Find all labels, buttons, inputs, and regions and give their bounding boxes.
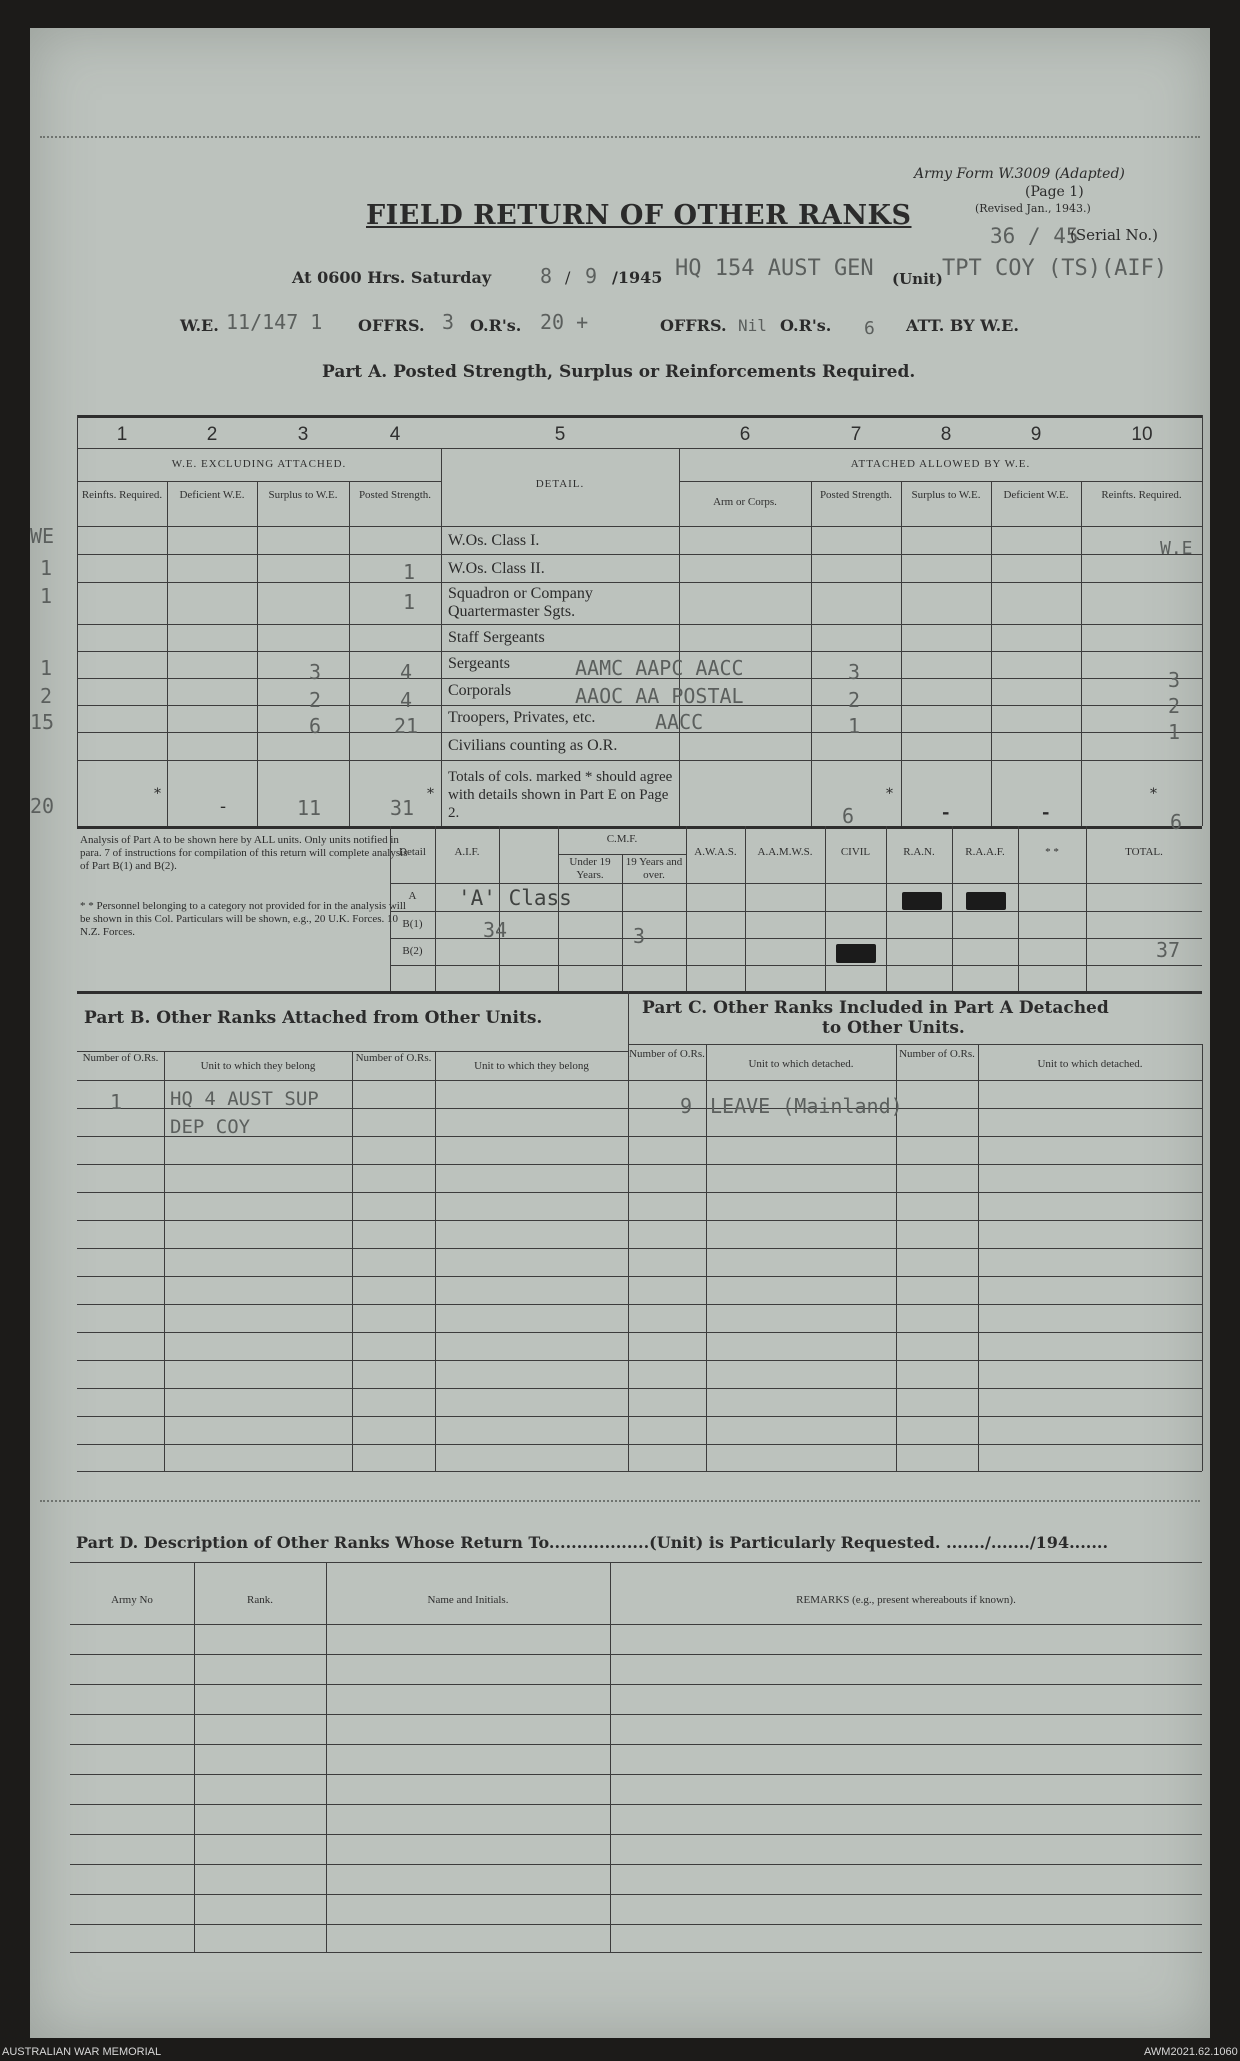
posted-strength-header: Posted Strength. xyxy=(358,489,432,501)
detail-wos-class-2: W.Os. Class II. xyxy=(448,560,545,577)
perforation-middle xyxy=(40,1500,1200,1502)
analysis-aif-header: A.I.F. xyxy=(454,846,480,858)
arm-corps-troopers: AACC xyxy=(655,710,704,734)
col-number-2: 2 xyxy=(206,424,218,445)
redaction-raaf xyxy=(966,892,1006,910)
date-month: 9 xyxy=(585,264,598,288)
col-number-7: 7 xyxy=(850,424,862,445)
totals-att-posted: 6 xyxy=(842,804,855,828)
totals-att-deficient: - xyxy=(1042,802,1050,823)
part-c-entry-unit: LEAVE (Mainland) xyxy=(710,1094,903,1118)
part-d-army-no-header: Army No xyxy=(111,1594,153,1606)
margin-we-left: WE xyxy=(30,524,55,548)
margin-row-2: 1 xyxy=(40,556,53,580)
part-c-title-line1: Part C. Other Ranks Included in Part A Detached xyxy=(642,998,1109,1018)
attached-allowed-header: ATTACHED ALLOWED BY W.E. xyxy=(850,458,1031,470)
analysis-aamws-header: A.A.M.W.S. xyxy=(757,846,813,858)
part-c-title-line2: to Other Units. xyxy=(822,1018,965,1038)
we-value: 11/147 1 xyxy=(226,310,323,334)
analysis-under19-header: Under 19 Years. xyxy=(569,856,611,881)
date-day: 8 xyxy=(540,264,553,288)
footer-accession: AWM2021.62.1060 xyxy=(1144,2046,1238,2058)
att-by-we-label: ATT. BY W.E. xyxy=(906,316,1019,335)
redaction-ran xyxy=(902,892,942,910)
date-separator-1: / xyxy=(565,268,571,287)
analysis-note-2: * * Personnel belonging to a category not provided for in the analysis will be shown in this Col. Particulars will be shown, e.g., 20 U.K. Forces. 10 N.Z. Forces. xyxy=(80,900,406,938)
totals-c7-star: * xyxy=(886,786,893,802)
part-b-entry-unit-line1: HQ 4 AUST SUP xyxy=(170,1088,319,1110)
part-c-num-header-2: Number of O.Rs. xyxy=(899,1048,975,1060)
part-a-title: Part A. Posted Strength, Surplus or Reinforcements Required. xyxy=(322,362,916,382)
deficient-we-header: Deficient W.E. xyxy=(179,489,245,501)
detail-corporals: Corporals xyxy=(448,682,512,699)
serial-number-value: 36 / 45 xyxy=(990,224,1079,248)
analysis-note-1: Analysis of Part A to be shown here by ALL units. Only units notified in para. 7 of instructions for compilation of this return will complete analysis of Part B(1) and B(2). xyxy=(80,834,408,872)
redaction-civil xyxy=(836,944,876,963)
margin-row-corporals: 2 xyxy=(40,684,53,708)
analysis-awas-header: A.W.A.S. xyxy=(694,846,737,858)
perforation-top xyxy=(40,136,1200,138)
detail-troopers-privates: Troopers, Privates, etc. xyxy=(448,709,596,726)
detail-totals: Totals of cols. marked * should agree with details shown in Part E on Page 2. xyxy=(448,769,673,821)
analysis-row-b2: B(2) xyxy=(402,945,423,957)
margin-right-corporals: 2 xyxy=(1168,694,1181,718)
serial-number-label: (Serial No.) xyxy=(1070,226,1158,244)
col-number-1: 1 xyxy=(116,424,128,445)
part-a-top-rule xyxy=(77,415,1202,418)
arm-corps-corporals: AAOC AA POSTAL xyxy=(575,684,744,708)
unit-name-part1: HQ 154 AUST GEN xyxy=(675,256,874,281)
margin-row-sergeants: 1 xyxy=(40,656,53,680)
col-number-5: 5 xyxy=(554,424,566,445)
offrs-label: OFFRS. xyxy=(358,316,425,335)
unit-name-part2: TPT COY (TS)(AIF) xyxy=(942,256,1168,281)
posted-sergeants: 4 xyxy=(400,660,413,684)
att-surplus-header: Surplus to W.E. xyxy=(911,489,981,501)
arm-corps-sergeants: AAMC AAPC AACC xyxy=(575,656,744,680)
margin-row-3: 1 xyxy=(40,584,53,608)
offrs-value: 3 xyxy=(442,310,455,334)
part-b-entry-unit-line2: DEP COY xyxy=(170,1116,251,1138)
part-b-title: Part B. Other Ranks Attached from Other Units. xyxy=(84,1008,543,1028)
form-page: (Page 1) xyxy=(1025,184,1084,200)
we-excluding-attached-header: W.E. EXCLUDING ATTACHED. xyxy=(171,458,347,470)
surplus-troopers: 6 xyxy=(309,714,322,738)
detail-staff-sergeants: Staff Sergeants xyxy=(448,629,545,646)
totals-deficient: - xyxy=(220,796,227,817)
part-d-rank-header: Rank. xyxy=(247,1594,273,1606)
part-c-num-header-1: Number of O.Rs. xyxy=(629,1048,705,1060)
analysis-b1-over19: 3 xyxy=(633,924,646,948)
detail-sergeants: Sergeants xyxy=(448,655,510,672)
totals-posted: 31 xyxy=(390,796,415,820)
analysis-detail-header: Detail xyxy=(399,846,426,858)
posted-corporals: 4 xyxy=(400,688,413,712)
col-number-8: 8 xyxy=(940,424,952,445)
ors-attached-value: 6 xyxy=(864,318,875,339)
part-c-entry-number: 9 xyxy=(680,1094,693,1118)
col-number-4: 4 xyxy=(389,424,401,445)
ors-label: O.R's. xyxy=(470,316,522,335)
detail-civilians: Civilians counting as O.R. xyxy=(448,737,618,754)
surplus-corporals: 2 xyxy=(309,688,322,712)
offrs-attached-label: OFFRS. xyxy=(660,316,727,335)
col-number-9: 9 xyxy=(1030,424,1042,445)
part-d-remarks-header: REMARKS (e.g., present whereabouts if known). xyxy=(796,1594,1016,1606)
margin-right-sergeants: 3 xyxy=(1168,668,1181,692)
analysis-civil-header: CIVIL xyxy=(840,846,871,858)
analysis-row-a-class: 'A' Class xyxy=(458,886,572,910)
unit-label: (Unit) xyxy=(892,270,943,288)
part-b-num-header-2: Number of O.Rs. xyxy=(355,1052,432,1064)
we-label: W.E. xyxy=(180,316,219,335)
analysis-total-value: 37 xyxy=(1156,938,1181,962)
time-date-label: At 0600 Hrs. Saturday xyxy=(292,268,492,287)
att-posted-corporals: 2 xyxy=(848,688,861,712)
totals-att-surplus: - xyxy=(942,802,950,823)
detail-wos-class-1: W.Os. Class I. xyxy=(448,532,540,549)
surplus-sergeants: 3 xyxy=(309,660,322,684)
att-posted-sergeants: 3 xyxy=(848,660,861,684)
analysis-raaf-header: R.A.A.F. xyxy=(965,846,1005,858)
part-d-name-header: Name and Initials. xyxy=(427,1594,509,1606)
form-revised: (Revised Jan., 1943.) xyxy=(975,202,1091,215)
part-b-entry-number: 1 xyxy=(110,1090,123,1114)
analysis-total-header: TOTAL. xyxy=(1125,846,1163,858)
margin-we-right: W.E xyxy=(1160,538,1193,559)
footer-credit: AUSTRALIAN WAR MEMORIAL xyxy=(2,2046,162,2058)
part-d-title: Part D. Description of Other Ranks Whose Return To..................(Unit) is Particularly Requested. ......./......./194....... xyxy=(76,1533,1109,1552)
margin-right-troopers: 1 xyxy=(1168,720,1181,744)
att-deficient-header: Deficient W.E. xyxy=(1003,489,1069,501)
reinfts-required-header: Reinfts. Required. xyxy=(81,489,163,501)
totals-c4-star: * xyxy=(427,786,434,802)
margin-totals: 20 xyxy=(30,794,55,818)
part-b-num-header-1: Number of O.Rs. xyxy=(82,1052,159,1064)
analysis-ran-header: R.A.N. xyxy=(903,846,935,858)
posted-wos-class-2: 1 xyxy=(403,560,416,584)
posted-troopers: 21 xyxy=(394,714,419,738)
ors-attached-label: O.R's. xyxy=(780,316,832,335)
analysis-other-header: * * xyxy=(1045,846,1059,858)
part-b-unit-header-2: Unit to which they belong xyxy=(474,1060,589,1072)
detail-header: DETAIL. xyxy=(535,478,585,490)
col-number-3: 3 xyxy=(297,424,309,445)
analysis-b1-aif: 34 xyxy=(483,918,508,942)
form-number: Army Form W.3009 (Adapted) xyxy=(914,166,1125,182)
att-reinfts-header: Reinfts. Required. xyxy=(1101,489,1182,501)
form-title: FIELD RETURN OF OTHER RANKS xyxy=(366,200,912,231)
margin-row-troopers: 15 xyxy=(30,710,55,734)
att-posted-troopers: 1 xyxy=(848,714,861,738)
ors-value: 20 + xyxy=(540,310,589,334)
part-b-unit-header-1: Unit to which they belong xyxy=(200,1060,316,1072)
posted-quartermaster-sgts: 1 xyxy=(403,590,416,614)
date-year: /1945 xyxy=(612,268,663,287)
col-number-10: 10 xyxy=(1131,424,1153,445)
analysis-cmf-header: C.M.F. xyxy=(606,833,638,845)
analysis-19over-header: 19 Years and over. xyxy=(625,856,683,881)
form-sheet xyxy=(30,28,1210,2038)
offrs-attached-value: Nil xyxy=(738,316,767,335)
arm-or-corps-header: Arm or Corps. xyxy=(713,496,777,508)
totals-c10-star: * xyxy=(1150,786,1157,802)
analysis-row-a: A xyxy=(408,890,417,902)
margin-right-totals: 6 xyxy=(1170,810,1183,834)
detail-quartermaster-sgts: Squadron or Company Quartermaster Sgts. xyxy=(448,585,593,620)
part-c-unit-header-2: Unit to which detached. xyxy=(1037,1058,1143,1070)
att-posted-strength-header: Posted Strength. xyxy=(819,489,893,501)
col-number-6: 6 xyxy=(739,424,751,445)
totals-c1-star: * xyxy=(154,786,161,802)
totals-surplus: 11 xyxy=(297,796,322,820)
analysis-row-b1: B(1) xyxy=(402,918,423,930)
surplus-to-we-header: Surplus to W.E. xyxy=(268,489,338,501)
part-c-unit-header-1: Unit to which detached. xyxy=(748,1058,854,1070)
